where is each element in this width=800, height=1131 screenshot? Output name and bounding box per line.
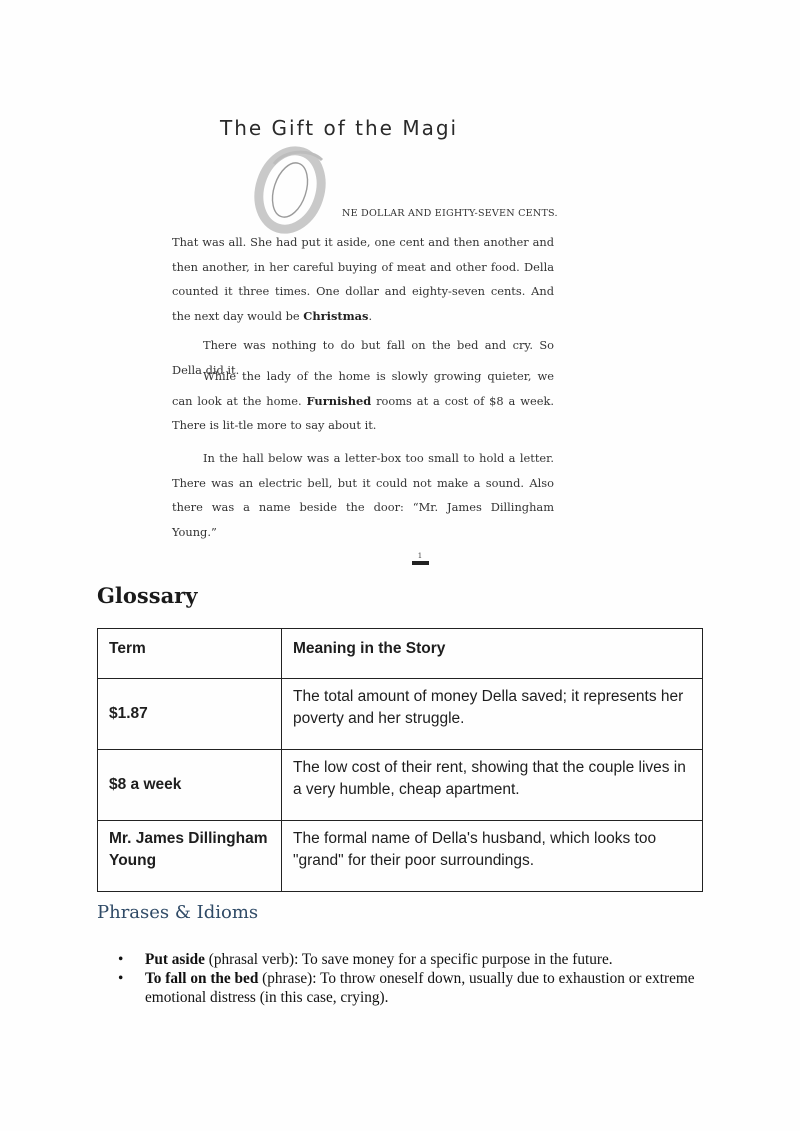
story-title: The Gift of the Magi bbox=[220, 116, 459, 140]
drop-cap-o-icon bbox=[240, 146, 340, 236]
paragraph-4: In the hall below was a letter-box too small to hold a letter. There was an electric bell, but it could not make a sound. Also there was a name beside the door: “Mr. James Dillingham Young.” bbox=[172, 451, 554, 539]
opening-small-caps: NE DOLLAR AND EIGHTY-SEVEN CENTS. bbox=[342, 208, 558, 219]
phrase-term: To fall on the bed bbox=[145, 970, 259, 987]
paragraph-1 bbox=[172, 230, 554, 328]
glossary-heading: Glossary bbox=[97, 583, 198, 608]
glossary-table bbox=[97, 628, 703, 892]
header-term: Term bbox=[98, 629, 282, 679]
paragraph-3-text: While the lady of the home is slowly growing quieter, we can look at the home. bbox=[172, 369, 554, 408]
term-cell: $1.87 bbox=[98, 679, 282, 750]
table-row bbox=[98, 679, 703, 750]
paragraph-1-end: . bbox=[368, 308, 373, 323]
glossary-header-row bbox=[98, 629, 703, 679]
list-item bbox=[118, 969, 698, 1007]
paragraph-3-end: rooms at a cost of $8 a week. There is lit-tle more to say about it. bbox=[172, 393, 554, 432]
paragraph-2: There was nothing to do but fall on the bed and cry. So Della did it. bbox=[172, 338, 554, 377]
term-cell: $8 a week bbox=[98, 750, 282, 821]
bullet-icon: • bbox=[118, 951, 124, 968]
term-cell: Mr. James Dillingham Young bbox=[98, 821, 282, 892]
phrase-term: Put aside bbox=[145, 951, 205, 968]
phrase-definition: (phrase): To throw oneself down, usually due to exhaustion or extreme emotional distress (in this case, crying). bbox=[145, 970, 695, 1006]
paragraph-1-text: That was all. She had put it aside, one cent and then another and then another, in her careful buying of meat and other food. Della counted it three times. One dollar and eighty-seven cents. And the next day would be bbox=[172, 235, 554, 323]
meaning-cell: The total amount of money Della saved; it represents her poverty and her struggle. bbox=[282, 679, 703, 750]
bullet-icon: • bbox=[118, 970, 124, 987]
christmas-bold: Christmas bbox=[303, 308, 369, 323]
header-meaning: Meaning in the Story bbox=[282, 629, 703, 679]
table-row bbox=[98, 821, 703, 892]
phrases-list bbox=[118, 950, 698, 1007]
paragraph-3 bbox=[172, 364, 554, 438]
furnished-bold: Furnished bbox=[306, 393, 372, 408]
meaning-cell: The formal name of Della's husband, which looks too "grand" for their poor surroundings. bbox=[282, 821, 703, 892]
page-number-bar bbox=[412, 561, 429, 565]
table-row bbox=[98, 750, 703, 821]
list-item bbox=[118, 950, 698, 969]
phrases-heading: Phrases & Idioms bbox=[97, 902, 259, 923]
phrase-definition: (phrasal verb): To save money for a specific purpose in the future. bbox=[204, 951, 613, 968]
meaning-cell: The low cost of their rent, showing that the couple lives in a very humble, cheap apartment. bbox=[282, 750, 703, 821]
page-number: 1 bbox=[417, 552, 423, 560]
